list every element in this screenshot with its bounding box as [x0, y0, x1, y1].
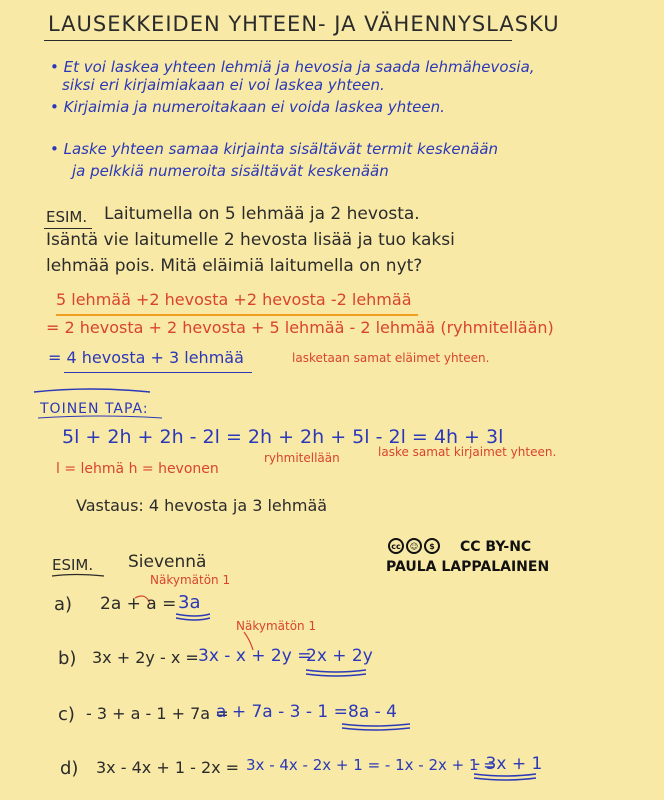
problem-c-mid: a + 7a - 3 - 1 =	[216, 702, 348, 722]
bullet-1-cont: siksi eri kirjaimiakaan ei voi laskea yhteen.	[62, 76, 385, 94]
calc-line-2: = 2 hevosta + 2 hevosta + 5 lehmää - 2 lehmää (ryhmitellään)	[46, 318, 554, 337]
problem-d-expr: 3x - 4x + 1 - 2x =	[96, 758, 240, 777]
example1-label: ESIM.	[46, 208, 88, 226]
license-author: PAULA LAPPALAINEN	[386, 559, 550, 575]
second-way-legend: l = lehmä h = hevonen	[56, 461, 219, 477]
calc-line-1: 5 lehmää +2 hevosta +2 hevosta -2 lehmää	[56, 290, 412, 309]
person-icon: ☺	[406, 538, 422, 554]
problem-d-result: - 3x + 1	[474, 754, 543, 774]
problem-b-result: 2x + 2y	[306, 646, 373, 666]
problem-d-label: d)	[60, 758, 79, 779]
cc-license-badge	[388, 538, 440, 554]
problem-a-note: Näkymätön 1	[150, 573, 231, 587]
noncommercial-icon: $	[424, 538, 440, 554]
calc-line-3-note: lasketaan samat eläimet yhteen.	[292, 351, 490, 365]
example1-text-3: lehmää pois. Mitä eläimiä laitumella on nyt?	[46, 256, 423, 276]
problem-b-note: Näkymätön 1	[236, 619, 317, 633]
answer: Vastaus: 4 hevosta ja 3 lehmää	[76, 496, 328, 515]
bullet-2: • Kirjaimia ja numeroitakaan ei voida laskea yhteen.	[50, 98, 445, 116]
page-title: LAUSEKKEIDEN YHTEEN- JA VÄHENNYSLASKU	[48, 12, 560, 36]
problem-b-label: b)	[58, 648, 77, 669]
bullet-3-cont: ja pelkkiä numeroita sisältävät keskenään	[72, 162, 389, 180]
example2-title: Sievennä	[128, 552, 207, 572]
problem-d-mid: 3x - 4x - 2x + 1 = - 1x - 2x + 1 =	[246, 756, 496, 774]
bullet-1: • Et voi laskea yhteen lehmiä ja hevosia ja saada lehmähevosia,	[50, 58, 535, 76]
cc-icon: cc	[388, 538, 404, 554]
second-way-note-2: laske samat kirjaimet yhteen.	[378, 445, 557, 459]
example1-text-1: Laitumella on 5 lehmää ja 2 hevosta.	[104, 204, 420, 224]
example1-text-2: Isäntä vie laitumelle 2 hevosta lisää ja tuo kaksi	[46, 230, 455, 250]
license-label: CC BY-NC	[460, 539, 532, 555]
problem-b-mid: 3x - x + 2y =	[198, 646, 312, 666]
problem-a-expr: 2a + a =	[100, 594, 177, 614]
problem-c-label: c)	[58, 704, 75, 725]
problem-a-label: a)	[54, 594, 73, 615]
second-way-equation: 5l + 2h + 2h - 2l = 2h + 2h + 5l - 2l = 4h + 3l	[62, 426, 504, 448]
second-way-note-1: ryhmitellään	[264, 451, 340, 465]
problem-c-result: 8a - 4	[348, 702, 397, 722]
problem-b-expr: 3x + 2y - x =	[92, 648, 199, 667]
problem-c-expr: - 3 + a - 1 + 7a =	[86, 704, 229, 723]
problem-a-result: 3a	[178, 592, 201, 613]
second-way-label: TOINEN TAPA:	[40, 401, 149, 417]
calc-line-3: = 4 hevosta + 3 lehmää	[48, 348, 244, 367]
example2-label: ESIM.	[52, 556, 94, 574]
bullet-3: • Laske yhteen samaa kirjainta sisältävät termit keskenään	[50, 140, 499, 158]
